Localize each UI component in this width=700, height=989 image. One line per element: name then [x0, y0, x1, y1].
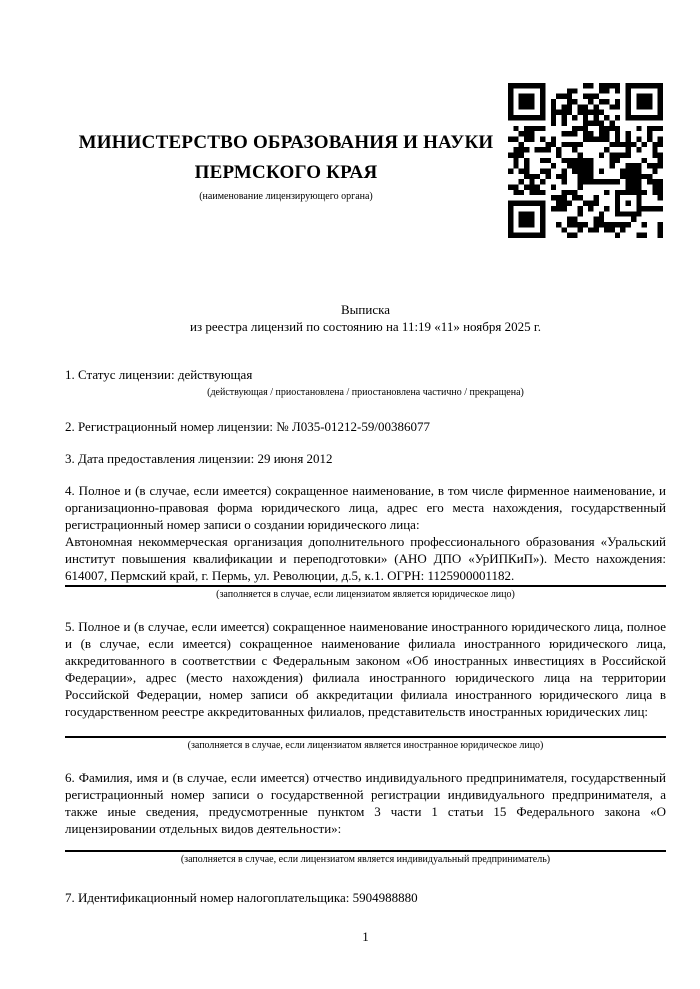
item-individual-entrepreneur-label: 6. Фамилия, имя и (в случае, если имеется) отчество индивидуального предпринимателя, государственный регистрационный номер записи о государственной регистрации индивидуального предпринимателя, а также иные сведения, предусмотренные пунктом 3 части 1 статьи 15 Федерального закона «О лицензировании отдельных видов деятельности»:	[65, 770, 666, 836]
fill-in-rule-legal-entity	[65, 585, 666, 587]
document-title-line2: из реестра лицензий по состоянию на 11:19 «11» ноября 2025 г.	[190, 319, 541, 334]
fill-in-rule-foreign-entity	[65, 736, 666, 738]
item-legal-entity-caption: (заполняется в случае, если лицензиатом является юридическое лицо)	[216, 589, 515, 600]
item-foreign-entity-caption: (заполняется в случае, если лицензиатом является иностранное юридическое лицо)	[187, 740, 544, 751]
item-registration-number: 2. Регистрационный номер лицензии: № Л035-01212-59/00386077	[65, 419, 431, 434]
item-foreign-entity	[65, 618, 666, 720]
ministry-name-line2: ПЕРМСКОГО КРАЯ	[194, 162, 378, 183]
licensing-authority-header	[65, 128, 507, 203]
ministry-caption: (наименование лицензирующего органа)	[199, 191, 373, 202]
ministry-name-line1: МИНИСТЕРСТВО ОБРАЗОВАНИЯ И НАУКИ	[78, 132, 494, 153]
item-taxpayer-number: 7. Идентификационный номер налогоплательщика: 5904988880	[65, 890, 418, 905]
document-title-line1: Выписка	[341, 302, 390, 317]
item-foreign-entity-label: 5. Полное и (в случае, если имеется) сокращенное наименование иностранного юридического лица, полное и (в случае, если имеется) сокращенное наименование филиала иностранного юридического лица, аккредитованного в соответствии с Федеральным законом «Об иностранных инвестициях в Российской Федерации», адрес (место нахождения) филиала иностранного юридического лица на территории Российской Федерации, номер записи об аккредитации филиала иностранного юридического лица в государственном реестре аккредитованных филиалов, представительств иностранных юридических лиц:	[65, 619, 666, 719]
fill-in-rule-individual-entrepreneur	[65, 850, 666, 852]
document-content	[65, 0, 666, 906]
item-legal-entity-label: 4. Полное и (в случае, если имеется) сокращенное наименование, в том числе фирменное наименование, и организационно-правовая форма юридического лица, адрес его места нахождения, государственный регистрационный номер записи о создании юридического лица:	[65, 483, 666, 532]
ministry-name	[65, 128, 507, 188]
item-individual-entrepreneur	[65, 769, 666, 837]
item-legal-entity	[65, 482, 666, 584]
item-license-status: 1. Статус лицензии: действующая	[65, 367, 253, 382]
item-individual-entrepreneur-caption: (заполняется в случае, если лицензиатом является индивидуальный предприниматель)	[180, 854, 551, 865]
item-license-grant-date: 3. Дата предоставления лицензии: 29 июня 2012	[65, 451, 333, 466]
page-number: 1	[362, 929, 369, 944]
item-legal-entity-value: Автономная некоммерческая организация дополнительного профессионального образования «Уральский институт повышения квалификации и переподготовки» (АНО ДПО «УрИПКиП»). Место нахождения: 614007, Пермский край, г. Пермь, ул. Революции, д.5, к.1. ОГРН: 1125900001182.	[65, 534, 666, 583]
document-title	[65, 301, 666, 335]
item-license-status-caption: (действующая / приостановлена / приостановлена частично / прекращена)	[207, 387, 524, 398]
